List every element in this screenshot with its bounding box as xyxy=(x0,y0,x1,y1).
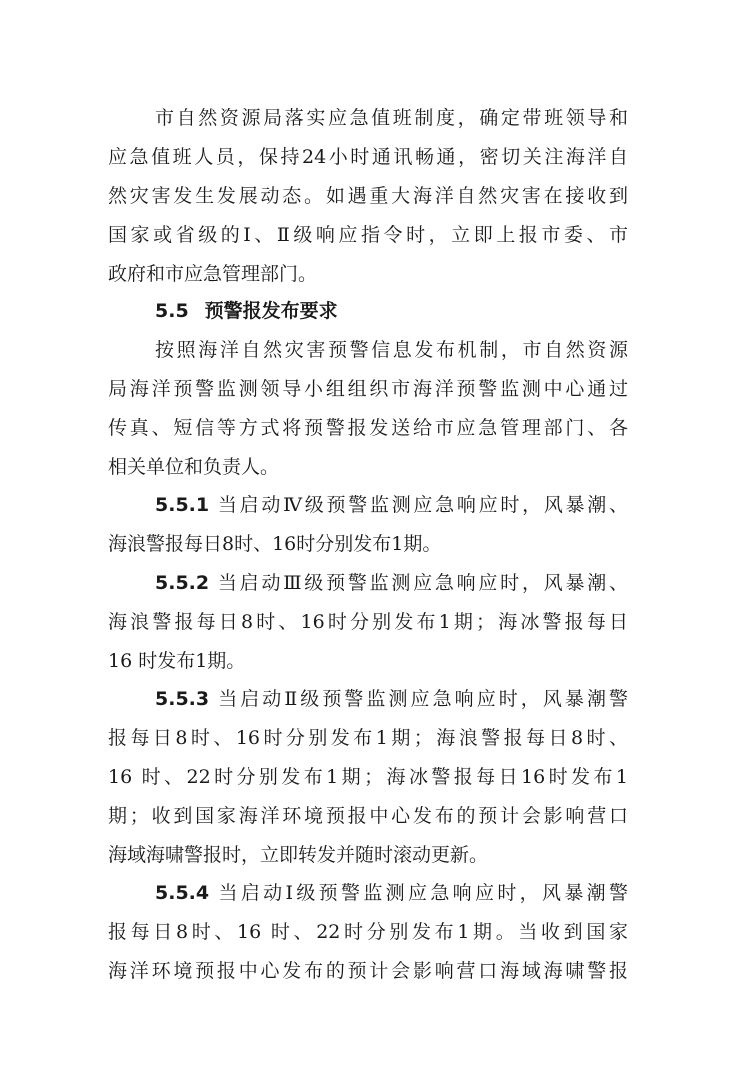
clause-text: 当启动Ⅰ级预警监测应急响应时，风暴潮警 xyxy=(218,882,628,904)
clause-first-line xyxy=(155,881,628,905)
section-number: 5.5 xyxy=(155,300,189,322)
text-line: 相关单位和负责人。 xyxy=(108,456,280,478)
clause-first-line xyxy=(155,571,628,595)
section-title: 预警报发布要求 xyxy=(204,300,338,322)
text-line: 国家或省级的Ⅰ、Ⅱ级响应指令时，立即上报市委、市 xyxy=(108,224,628,246)
text-line: 期；收到国家海洋环境预报中心发布的预计会影响营口 xyxy=(108,805,628,827)
text-line: 报每日8时、16 时、22时分别发布1期。当收到国家 xyxy=(108,921,628,943)
clause-first-line xyxy=(155,493,628,517)
text-line: 16 时、22时分别发布1期；海冰警报每日16时发布1 xyxy=(108,766,628,788)
clause-number: 5.5.2 xyxy=(155,572,210,594)
text-line: 应急值班人员，保持24小时通讯畅通，密切关注海洋自 xyxy=(108,146,628,168)
text-line: 市自然资源局落实应急值班制度，确定带班领导和 xyxy=(155,107,628,129)
text-line: 海洋环境预报中心发布的预计会影响营口海域海啸警报 xyxy=(108,960,628,982)
text-line: 政府和市应急管理部门。 xyxy=(108,263,318,285)
text-line: 按照海洋自然灾害预警信息发布机制，市自然资源 xyxy=(155,339,628,361)
clause-first-line xyxy=(155,687,628,711)
text-line: 海浪警报每日8时、16时分别发布1期；海冰警报每日 xyxy=(108,611,628,633)
text-line: 传真、短信等方式将预警报发送给市应急管理部门、各 xyxy=(108,417,628,439)
section-heading xyxy=(155,299,338,323)
clause-text: 当启动Ⅳ级预警监测应急响应时，风暴潮、 xyxy=(217,494,629,516)
text-line: 16 时发布1期。 xyxy=(108,650,246,672)
clause-number: 5.5.3 xyxy=(155,688,210,710)
clause-number: 5.5.1 xyxy=(155,494,210,516)
text-line: 然灾害发生发展动态。如遇重大海洋自然灾害在接收到 xyxy=(108,185,628,207)
clause-text: 当启动Ⅲ级预警监测应急响应时，风暴潮、 xyxy=(217,572,628,594)
clause-text: 当启动Ⅱ级预警监测应急响应时，风暴潮警 xyxy=(218,688,628,710)
text-line: 海浪警报每日8时、16时分别发布1期。 xyxy=(108,533,442,555)
clause-number: 5.5.4 xyxy=(155,882,210,904)
text-line: 报每日8时、16时分别发布1期；海浪警报每日8时、 xyxy=(108,727,628,749)
text-line: 海域海啸警报时，立即转发并随时滚动更新。 xyxy=(108,844,489,866)
text-line: 局海洋预警监测领导小组组织市海洋预警监测中心通过 xyxy=(108,378,628,400)
